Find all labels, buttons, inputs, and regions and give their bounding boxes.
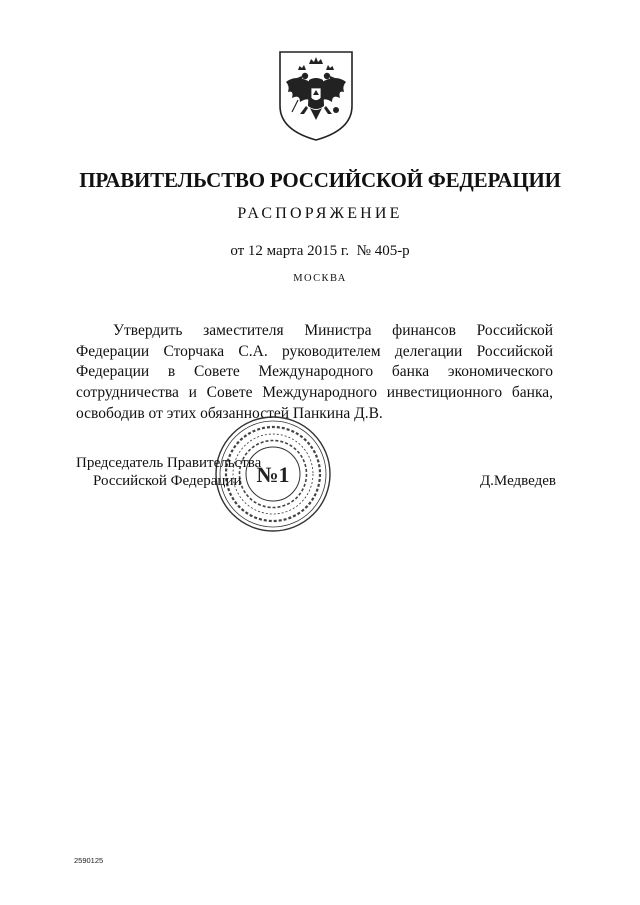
russian-coat-of-arms-icon xyxy=(276,48,356,144)
signatory-name: Д.Медведев xyxy=(479,473,556,489)
city: МОСКВА xyxy=(293,273,347,284)
organization-title: ПРАВИТЕЛЬСТВО РОССИЙСКОЙ ФЕДЕРАЦИИ xyxy=(79,168,561,192)
stamp-number: №1 xyxy=(256,462,290,487)
document-type: РАСПОРЯЖЕНИЕ xyxy=(237,205,403,222)
signatory-title-line-2: Российской Федерации xyxy=(93,473,242,489)
document-code: 2590125 xyxy=(74,856,104,865)
signatory-title-line-1: Председатель Правительства xyxy=(76,455,262,471)
document-body xyxy=(76,321,553,425)
body-paragraph: Утвердить заместителя Министра финансов Российской Федерации Сторчака С.А. руководителем делегации Российской Федерации в Совете Международного банка экономического сотрудничества и Совете Международного инвестиционного банка, освободив от этих обязанностей Панкина Д.В. xyxy=(76,322,553,422)
date-number: от 12 марта 2015 г. № 405-р xyxy=(230,243,410,259)
